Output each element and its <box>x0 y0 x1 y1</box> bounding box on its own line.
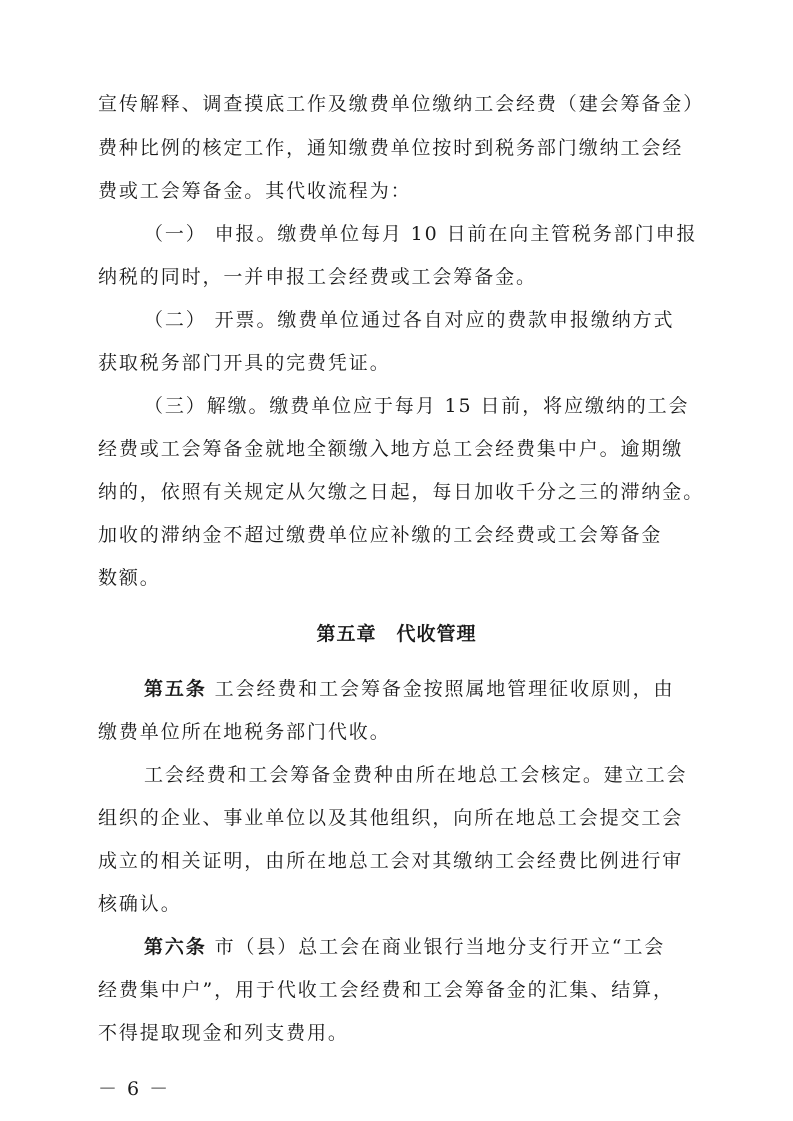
item3-line-5: 数额。 <box>98 567 161 589</box>
item1-line-2: 纳税的同时，一并申报工会经费或工会筹备金。 <box>98 266 537 288</box>
article6-line-1 <box>144 934 698 960</box>
item3-line-1: （三）解缴。缴费单位应于每月 15 日前，将应缴纳的工会 <box>144 395 690 417</box>
article5-label: 第五条 <box>144 678 207 700</box>
item3-line-4: 加收的滞纳金不超过缴费单位应补缴的工会经费或工会筹备金 <box>98 524 663 546</box>
para1-line-1: 宣传解释、调查摸底工作及缴费单位缴纳工会经费（建会筹备金） <box>98 93 705 115</box>
item3-line-3: 纳的，依照有关规定从欠缴之日起，每日加收千分之三的滞纳金。 <box>98 481 705 503</box>
article6-line-2: 经费集中户”，用于代收工会经费和工会筹备金的汇集、结算， <box>98 979 674 1001</box>
para1-line-2: 费种比例的核定工作，通知缴费单位按时到税务部门缴纳工会经 <box>98 137 684 159</box>
article5-para2-line-1: 工会经费和工会筹备金费种由所在地总工会核定。建立工会 <box>144 764 688 786</box>
article5-para2-line-4: 核确认。 <box>98 893 182 915</box>
article6-label: 第六条 <box>144 936 207 958</box>
chapter-heading: 第五章 代收管理 <box>316 623 477 645</box>
article5-para2-line-3: 成立的相关证明，由所在地总工会对其缴纳工会经费比例进行审 <box>98 850 684 872</box>
article5-line-2: 缴费单位所在地税务部门代收。 <box>98 721 391 743</box>
item1-line-1: （一） 申报。缴费单位每月 10 日前在向主管税务部门申报 <box>144 223 698 245</box>
article5-line-1 <box>144 676 698 702</box>
para1-line-3: 费或工会筹备金。其代收流程为： <box>98 180 412 202</box>
page-number: － 6 － <box>98 1078 171 1100</box>
article6-text-1: 市（县）总工会在商业银行当地分支行开立“工会 <box>214 936 666 958</box>
article6-line-3: 不得提取现金和列支费用。 <box>98 1022 349 1044</box>
item2-line-2: 获取税务部门开具的完费凭证。 <box>98 352 391 374</box>
article5-text-1: 工会经费和工会筹备金按照属地管理征收原则，由 <box>214 678 675 700</box>
item2-line-1: （二） 开票。缴费单位通过各自对应的费款申报缴纳方式 <box>144 309 675 331</box>
article5-para2-line-2: 组织的企业、事业单位以及其他组织，向所在地总工会提交工会 <box>98 807 684 829</box>
item3-line-2: 经费或工会筹备金就地全额缴入地方总工会经费集中户。逾期缴 <box>98 438 684 460</box>
